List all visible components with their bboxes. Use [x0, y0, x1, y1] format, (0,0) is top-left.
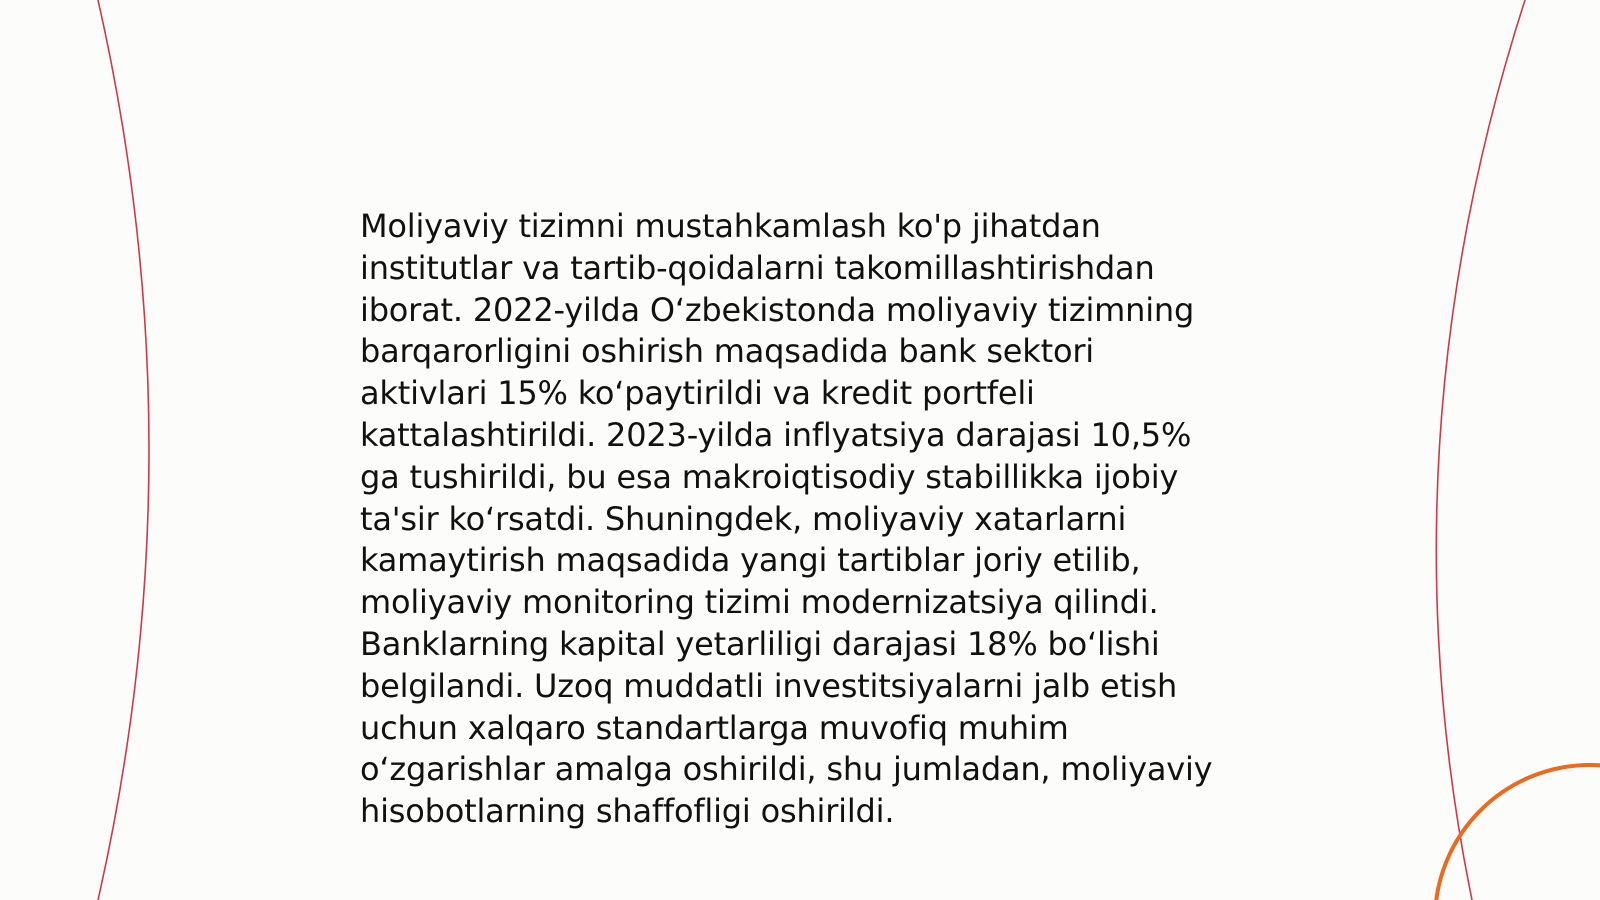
paragraph-line: ga tushirildi, bu esa makroiqtisodiy stabillikka ijobiy	[360, 457, 1179, 496]
paragraph-line: ta'sir ko‘rsatdi. Shuningdek, moliyaviy xatarlarni	[360, 499, 1127, 538]
paragraph-line: kamaytirish maqsadida yangi tartiblar joriy etilib,	[360, 541, 1141, 580]
paragraph-line: barqarorligini oshirish maqsadida bank sektori	[360, 332, 1094, 371]
orange-decorative-arc	[1435, 765, 1600, 900]
paragraph-line: Moliyaviy tizimni mustahkamlash ko'p jihatdan	[360, 207, 1101, 245]
right-decorative-curve	[1436, 0, 1525, 900]
paragraph-line: belgilandi. Uzoq muddatli investitsiyalarni jalb etish	[360, 666, 1178, 705]
paragraph-line: iborat. 2022-yilda O‘zbekistonda moliyaviy tizimning	[360, 290, 1195, 329]
paragraph-line: uchun xalqaro standartlarga muvofiq muhim	[360, 708, 1069, 747]
body-paragraph	[360, 206, 1240, 833]
paragraph-line: kattalashtirildi. 2023-yilda inflyatsiya darajasi 10,5%	[360, 415, 1192, 454]
paragraph-line: o‘zgarishlar amalga oshirildi, shu jumladan, moliyaviy	[360, 750, 1213, 789]
paragraph-line: moliyaviy monitoring tizimi modernizatsiya qilindi.	[360, 583, 1159, 622]
paragraph-line: aktivlari 15% ko‘paytirildi va kredit portfeli	[360, 374, 1035, 413]
left-decorative-curve	[98, 0, 149, 900]
paragraph-line: hisobotlarning shaffofligi oshirildi.	[360, 792, 895, 831]
paragraph-line: Banklarning kapital yetarliligi darajasi 18% bo‘lishi	[360, 624, 1160, 663]
paragraph-line: institutlar va tartib-qoidalarni takomillashtirishdan	[360, 248, 1155, 287]
